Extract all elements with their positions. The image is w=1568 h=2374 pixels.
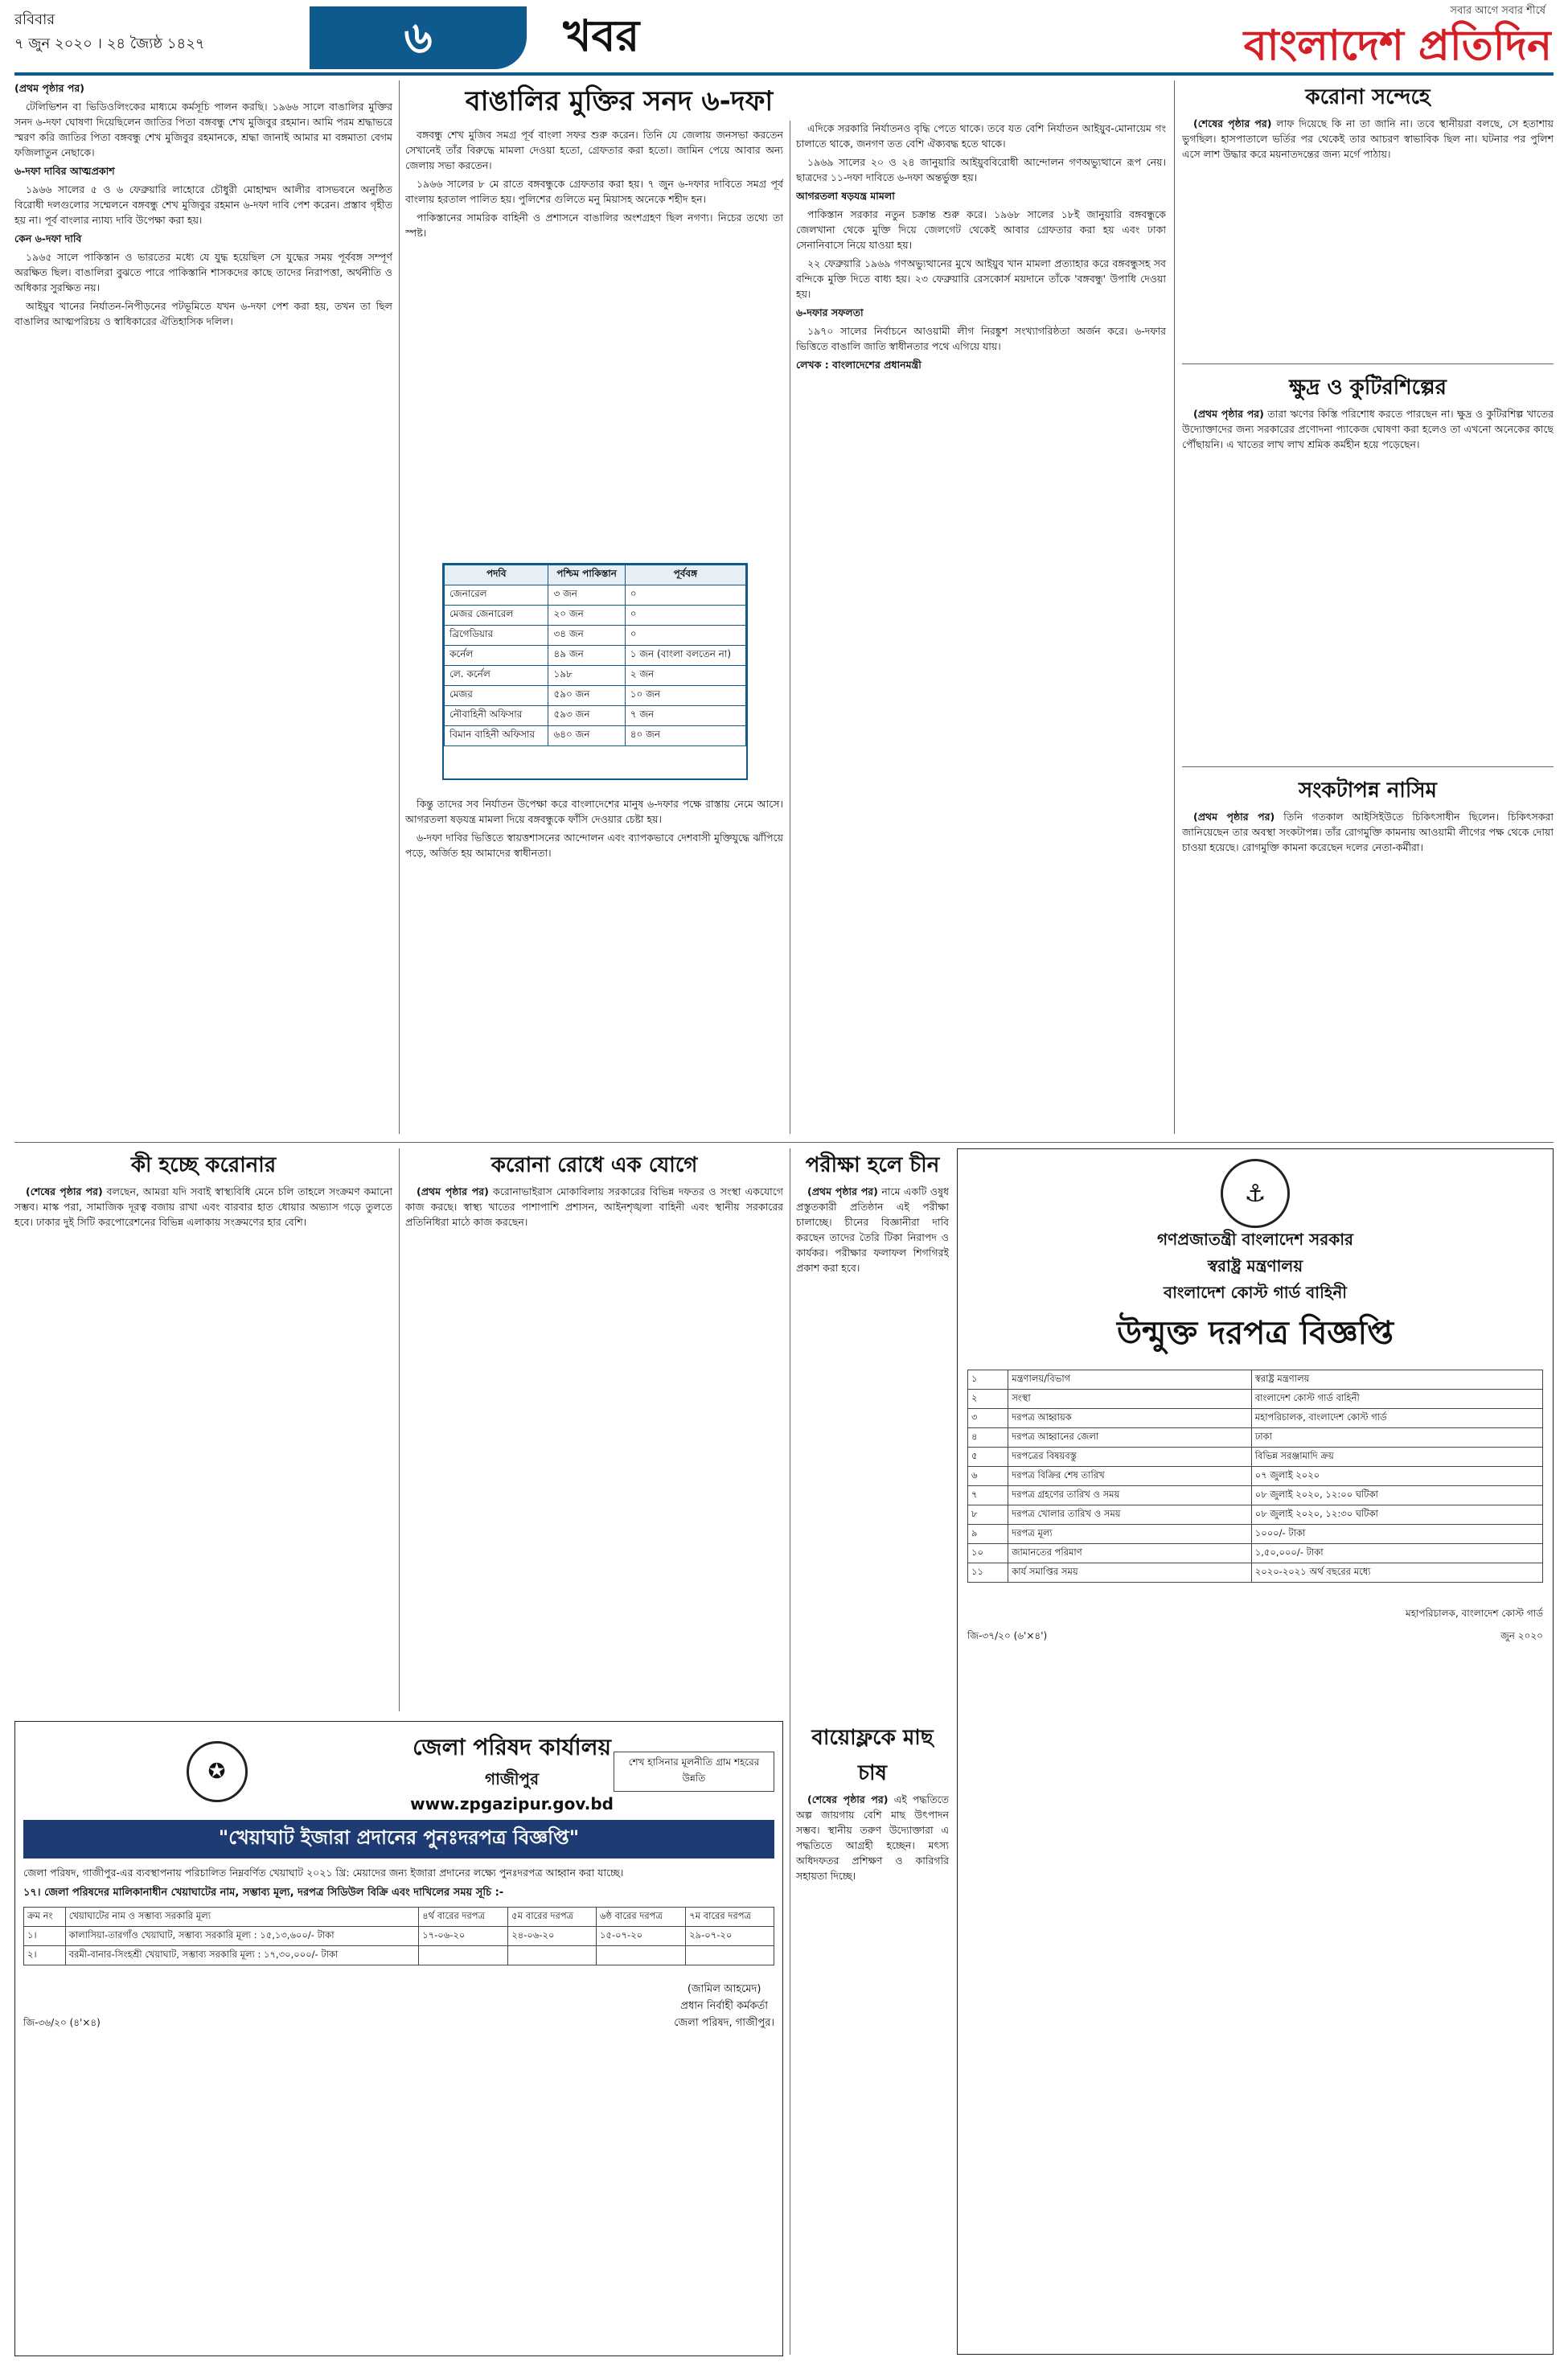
table-header-row [24, 1908, 774, 1927]
lower-story-3 [796, 1148, 949, 1711]
table-cell: ৭ [968, 1486, 1008, 1505]
lead-column-2 [405, 127, 783, 449]
table-cell: ৮ [968, 1505, 1008, 1525]
lead-column-1 [14, 80, 392, 1134]
table-cell: লে. কর্নেল [445, 666, 548, 686]
continuation-label: (শেষের পৃষ্ঠার পর) [1193, 117, 1272, 129]
table-cell: ৩ [968, 1409, 1008, 1428]
story-body [1182, 116, 1554, 357]
story-body [14, 1184, 392, 1230]
table-header: পদবি [445, 565, 548, 585]
table-cell: ১ জন (বাংলা বলতেন না) [625, 646, 745, 666]
newspaper-logo [1142, 3, 1552, 76]
table-cell: কর্নেল [445, 646, 548, 666]
table-cell: বিভিন্ন সরঞ্জামাদি ক্রয় [1251, 1448, 1542, 1467]
paragraph: ৬-দফা দাবির ভিত্তিতে স্বায়ত্তশাসনের আন্দোলন এবং ব্যাপকভাবে দেশবাসী মুক্তিযুদ্ধে ঝাঁপিয়ে পড়ে, অর্জিত হয় আমাদের স্বাধীনতা। [405, 832, 783, 859]
ad-ministry: স্বরাষ্ট্র মন্ত্রণালয় [1207, 1256, 1303, 1275]
subheading: ৬-দফা দাবির আত্মপ্রকাশ [14, 165, 115, 177]
ad-footer [967, 1629, 1543, 1645]
table-row [968, 1505, 1543, 1525]
table-cell: ১০ [968, 1544, 1008, 1563]
table-cell: ২০ জন [548, 606, 625, 626]
table-row [445, 585, 746, 606]
table-cell: ১০০০/- টাকা [1251, 1525, 1542, 1544]
table-cell: কালাসিয়া-তারগাঁও খেয়াঘাট, সম্ভাব্য সরকারি মূল্য : ১৫,১৩,৬০০/- টাকা [65, 1927, 418, 1946]
paragraph: এই পদ্ধতিতে অল্প জায়গায় বেশি মাছ উৎপাদন সম্ভব। স্থানীয় তরুণ উদ্যোক্তারা এ পদ্ধতিতে আগ্রহী হচ্ছেন। মৎস্য অধিদফতর প্রশিক্ষণ ও কারিগরি সহায়তা দিচ্ছে। [796, 1793, 949, 1882]
table-cell: স্বরাষ্ট্র মন্ত্রণালয় [1251, 1370, 1542, 1390]
table-cell: ২০২০-২০২১ অর্থ বছরের মধ্যে [1251, 1563, 1542, 1583]
date-label: ৭ জুন ২০২০ । ২৪ জ্যৈষ্ঠ ১৪২৭ [14, 35, 205, 52]
paragraph: ১৯৬৬ সালের ৫ ও ৬ ফেব্রুয়ারি লাহোরে চৌধুরী মোহাম্মদ আলীর বাসভবনে অনুষ্ঠিত বিরোধী দলগুলোর সম্মেলনে বঙ্গবন্ধু শেখ মুজিবুর রহমান ৬-দফা দাবি পেশ করেন। প্রস্তাব গৃহীত হয় না। পূর্ব বাংলার ন্যায্য দাবি উপেক্ষা করা হয়। [14, 183, 392, 226]
table-cell: মহাপরিচালক, বাংলাদেশ কোস্ট গার্ড [1251, 1409, 1542, 1428]
subheading: ৬-দফার সফলতা [796, 306, 864, 318]
continuation-label: (শেষের পৃষ্ঠার পর) [807, 1793, 889, 1805]
table-cell: ৬ [968, 1467, 1008, 1486]
table-cell: সংস্থা [1008, 1390, 1252, 1409]
table-cell: দরপত্রের বিষয়বস্তু [1008, 1448, 1252, 1467]
subheading: আগরতলা ষড়যন্ত্র মামলা [796, 190, 895, 202]
table-cell: দরপত্র গ্রহণের তারিখ ও সময় [1008, 1486, 1252, 1505]
logo-tagline: সবার আগে সবার শীর্ষে [1450, 5, 1545, 17]
table-cell: ২ [968, 1390, 1008, 1409]
continuation-label: (প্রথম পৃষ্ঠার পর) [1193, 408, 1264, 420]
table-cell: ০৮ জুলাই ২০২০, ১২:০০ ঘটিকা [1251, 1486, 1542, 1505]
zila-parishad-ad [14, 1721, 783, 2356]
paragraph: লাফ দিয়েছে কি না তা জানি না। তবে স্থানীয়রা বলছে, সে হতাশায় ভুগছিল। হাসপাতালে ভর্তির পর থেকেই তার আচরণ স্বাভাবিক ছিল না। ঘটনার পর পুলিশ এসে লাশ উদ্ধার করে ময়নাতদন্তের জন্য মর্গে পাঠায়। [1182, 117, 1554, 160]
table-cell: বিমান বাহিনী অফিসার [445, 726, 548, 746]
ad-intro: জেলা পরিষদ, গাজীপুর-এর ব্যবস্থাপনায় পরিচালিত নিম্নবর্ণিত খেয়াঘাট ২০২১ খ্রি: মেয়াদের জন্য ইজারা প্রদানের লক্ষ্যে পুনঃদরপত্র আহ্বান করা যাচ্ছে। [23, 1867, 624, 1879]
table-cell: ২ জন [625, 666, 745, 686]
author-note: লেখক : বাংলাদেশের প্রধানমন্ত্রী [796, 359, 922, 371]
table-row [445, 706, 746, 726]
ad-list-title: ১৭। জেলা পরিষদের মালিকানাধীন খেয়াঘাটের নাম, সম্ভাব্য মূল্য, দরপত্র সিডিউল বিক্রি এবং দাখিলের সময় সূচি :- [23, 1887, 504, 1899]
govt-emblem-icon: ✪ [187, 1741, 248, 1802]
story-headline: সংকটাপন্ন নাসিম [1299, 778, 1437, 803]
ad-footer [23, 1982, 774, 2032]
signature-name: (জামিল আহমেদ) [687, 1983, 761, 1995]
table-cell: ১৯৮ [548, 666, 625, 686]
ad-office-block [410, 1730, 614, 1813]
logo-name: বাংলাদেশ প্রতিদিন [1243, 21, 1552, 70]
table-cell: ৫৯০ জন [548, 686, 625, 706]
table-row [24, 1927, 774, 1946]
table-cell: ২৯-০৭-২০ [686, 1927, 774, 1946]
table-header: খেয়াঘাটের নাম ও সম্ভাব্য সরকারি মূল্য [65, 1908, 418, 1927]
paragraph: ১৯৬৬ সালের ৮ মে রাতে বঙ্গবন্ধুকে গ্রেফতার করা হয়। ৭ জুন ৬-দফার দাবিতে সমগ্র পূর্ব বাংলায় হরতাল পালিত হয়। পুলিশের গুলিতে মনু মিয়াসহ অনেকে শহীদ হন। [405, 178, 783, 205]
table-row [968, 1409, 1543, 1428]
table-cell: ৩ জন [548, 585, 625, 606]
table-cell: ০ [625, 626, 745, 646]
ad-website: www.zpgazipur.gov.bd [410, 1794, 614, 1813]
story-body [1182, 406, 1554, 760]
table-cell: ০৭ জুলাই ২০২০ [1251, 1467, 1542, 1486]
table-row [968, 1428, 1543, 1448]
ad-ref: জি-৩৭/২০ (৬'×৪') [967, 1630, 1048, 1641]
story-headline: ক্ষুদ্র ও কুটিরশিল্পের [1289, 376, 1447, 400]
table-row [445, 606, 746, 626]
table-cell: ৭ জন [625, 706, 745, 726]
ad-office: জেলা পরিষদ কার্যালয় [413, 1734, 611, 1760]
table-cell: দরপত্র আহ্বায়ক [1008, 1409, 1252, 1428]
column-divider [399, 80, 400, 1134]
ad-signature: মহাপরিচালক, বাংলাদেশ কোস্ট গার্ড [1406, 1608, 1543, 1619]
ad-ref: জি-৩৬/২০ (৪'×৪) [23, 2017, 101, 2028]
story-headline: করোনা রোধে এক যোগে [491, 1153, 698, 1177]
column-divider [1174, 80, 1175, 1134]
table-row [24, 1946, 774, 1965]
table-row [968, 1544, 1543, 1563]
paragraph: বলছেন, আমরা যদি সবাই স্বাস্থ্যবিধি মেনে চলি তাহলে সংক্রমণ কমানো সম্ভব। মাস্ক পরা, সামাজিক দূরত্ব বজায় রাখা এবং বারবার হাত ধোয়ার অভ্যাস গড়ে তুলতে হবে। ঢাকার দুই সিটি করপোরেশনের বিভিন্ন এলাকায় সংক্রমণের হার বেশি। [14, 1185, 392, 1228]
table-row [968, 1370, 1543, 1390]
officers-table [444, 565, 746, 746]
table-header: ৫ম বারের দরপত্র [508, 1908, 597, 1927]
table-cell: ১,৫০,০০০/- টাকা [1251, 1544, 1542, 1563]
continuation-label: (প্রথম পৃষ্ঠার পর) [417, 1185, 489, 1197]
paragraph: ১৯৭০ সালের নির্বাচনে আওয়ামী লীগ নিরঙ্কুশ সংখ্যাগরিষ্ঠতা অর্জন করে। ৬-দফার ভিত্তিতে বাঙালি জাতি স্বাধীনতার পথে এগিয়ে যায়। [796, 325, 1166, 352]
table-header: পূর্ববঙ্গ [625, 565, 745, 585]
table-cell: ০ [625, 585, 745, 606]
story-body [796, 1184, 949, 1275]
table-cell: ০৮ জুলাই ২০২০, ১২:৩০ ঘটিকা [1251, 1505, 1542, 1525]
table-cell: জেনারেল [445, 585, 548, 606]
paragraph: করোনাভাইরাস মোকাবিলায় সরকারের বিভিন্ন দফতর ও সংস্থা একযোগে কাজ করছে। স্বাস্থ্য খাতের পাশাপাশি প্রশাসন, আইনশৃঙ্খলা বাহিনী এবং স্থানীয় সরকারের প্রতিনিধিরা মাঠে কাজ করছেন। [405, 1185, 783, 1228]
paragraph: কিন্তু তাদের সব নির্যাতন উপেক্ষা করে বাংলাদেশের মানুষ ৬-দফার পক্ষে রাস্তায় নেমে আসে। আগরতলা ষড়যন্ত্র মামলা দিয়ে বঙ্গবন্ধুকে ফাঁসি দেওয়ার চেষ্টা হয়। [405, 798, 783, 825]
table-cell: মেজর [445, 686, 548, 706]
paragraph: ১৯৬৯ সালের ২০ ও ২৪ জানুয়ারি আইয়ুববিরোধী আন্দোলন গণঅভ্যুত্থানে রূপ নেয়। ছাত্রদের ১১-দফা দাবিতে ৬-দফা অন্তর্ভুক্ত হয়। [796, 156, 1166, 183]
story-body [1182, 809, 1554, 1131]
coastguard-emblem-icon: ⚓ [1221, 1159, 1290, 1228]
officers-table-box [442, 563, 748, 780]
paragraph: তিনি গতকাল আইসিইউতে চিকিৎসাধীন ছিলেন। চিকিৎসকরা জানিয়েছেন তার অবস্থা সংকটাপন্ন। তাঁর রোগমুক্তি কামনায় আওয়ামী লীগের পক্ষ থেকে দোয়া চাওয়া হয়েছে। রোগমুক্তি কামনা করেছেন দলের নেতা-কর্মীরা। [1182, 811, 1554, 853]
paragraph: পাকিস্তানের সামরিক বাহিনী ও প্রশাসনে বাঙালির অংশগ্রহণ ছিল নগণ্য। নিচের তথ্যে তা স্পষ্ট। [405, 212, 783, 239]
coastguard-tender-ad [957, 1148, 1554, 2355]
page-number: ৬ [310, 6, 527, 69]
paragraph: ১৯৬৫ সালে পাকিস্তান ও ভারতের মধ্যে যে যুদ্ধ হয়েছিল সে যুদ্ধের সময় পূর্ববঙ্গ সম্পূর্ণ অরক্ষিত ছিল। বাঙালিরা বুঝতে পারে পাকিস্তানি শাসকদের কাছে তাদের নিরাপত্তা, অর্থনীতি ও অধিকার সুরক্ষিত নয়। [14, 251, 392, 294]
table-header: ৪র্থ বারের দরপত্র [419, 1908, 508, 1927]
masthead-date [14, 8, 280, 64]
continuation-label: (প্রথম পৃষ্ঠার পর) [14, 82, 84, 94]
story-body [405, 1184, 783, 1230]
table-cell: ২৪-০৬-২০ [508, 1927, 597, 1946]
lower-story-4 [796, 1721, 949, 2348]
table-cell [419, 1946, 508, 1965]
masthead-rule [14, 72, 1554, 76]
ferry-table [23, 1907, 774, 1965]
story-body [796, 1792, 949, 1883]
table-cell: ৯ [968, 1525, 1008, 1544]
table-cell: দরপত্র বিক্রির শেষ তারিখ [1008, 1467, 1252, 1486]
story-divider [1182, 766, 1554, 767]
table-cell: ঢাকা [1251, 1428, 1542, 1448]
table-row [445, 626, 746, 646]
table-row [445, 686, 746, 706]
lead-column-2b [405, 796, 783, 1134]
ad-department: বাংলাদেশ কোস্ট গার্ড বাহিনী [1163, 1283, 1347, 1302]
table-cell: দরপত্র মূল্য [1008, 1525, 1252, 1544]
table-row [445, 666, 746, 686]
table-cell: দরপত্র খোলার তারিখ ও সময় [1008, 1505, 1252, 1525]
table-cell: ১০ জন [625, 686, 745, 706]
ad-gov-name: গণপ্রজাতন্ত্রী বাংলাদেশ সরকার [1157, 1230, 1353, 1249]
ad-date: জুন ২০২০ [1500, 1630, 1543, 1641]
lead-column-3 [796, 121, 1166, 1134]
signature-title: প্রধান নির্বাহী কর্মকর্তা [680, 2000, 769, 2012]
paragraph: তারা ঋণের কিস্তি পরিশোধ করতে পারছেন না। ক্ষুদ্র ও কুটিরশিল্প খাতের উদ্যোক্তাদের জন্য সরকারের প্রণোদনা প্যাকেজ ঘোষণা করা হলেও তা এখনো অনেকের কাছে পৌঁছায়নি। এ খাতের লাখ লাখ শ্রমিক কর্মহীন হয়ে পড়েছেন। [1182, 408, 1554, 450]
lead-headline: বাঙালির মুক্তির সনদ ৬-দফা [465, 85, 774, 117]
lower-story-2 [405, 1148, 783, 1711]
paragraph: পাকিস্তান সরকার নতুন চক্রান্ত শুরু করে। ১৯৬৮ সালের ১৮ই জানুয়ারি বঙ্গবন্ধুকে জেলখানা থেকে মুক্তি দিয়ে জেলগেট থেকেই আবার গ্রেফতার করা হয় এবং ঢাকা সেনানিবাসে নিয়ে যাওয়া হয়। [796, 208, 1166, 251]
table-header: ৬ষ্ঠ বারের দরপত্র [597, 1908, 686, 1927]
ad-header [23, 1730, 774, 1813]
table-cell: ১। [24, 1927, 66, 1946]
table-cell: ৪ [968, 1428, 1008, 1448]
story-divider [1182, 363, 1554, 364]
story-headline: বায়োফ্লকে মাছ চাষ [811, 1726, 934, 1785]
paragraph: বঙ্গবন্ধু শেখ মুজিব সমগ্র পূর্ব বাংলা সফর শুরু করেন। তিনি যে জেলায় জনসভা করতেন সেখানেই তাঁর বিরুদ্ধে মামলা দেওয়া হতো, গ্রেফতার করা হতো। জামিন পেয়ে আবার অন্য জেলায় সভা করতেন। [405, 129, 783, 171]
table-cell: ৩৪ জন [548, 626, 625, 646]
lower-story-1 [14, 1148, 392, 1711]
table-cell: ১৫-০৭-২০ [597, 1927, 686, 1946]
table-cell: ০ [625, 606, 745, 626]
ad-title: "খেয়াঘাট ইজারা প্রদানের পুনঃদরপত্র বিজ্ঞপ্তি" [23, 1820, 774, 1859]
table-cell: দরপত্র আহ্বানের জেলা [1008, 1428, 1252, 1448]
tender-table [967, 1370, 1543, 1583]
table-row [968, 1525, 1543, 1544]
table-row [968, 1448, 1543, 1467]
table-cell: মেজর জেনারেল [445, 606, 548, 626]
paragraph: নামে একটি ওষুধ প্রস্তুতকারী প্রতিষ্ঠান এই পরীক্ষা চালাচ্ছে। চীনের বিজ্ঞানীরা দাবি করছেন তাদের তৈরি টিকা নিরাপদ ও কার্যকর। পরীক্ষার ফলাফল শিগগিরই প্রকাশ করা হবে। [796, 1185, 949, 1274]
table-cell: বরমী-বানার-সিংহশ্রী খেয়াঘাট, সম্ভাব্য সরকারি মূল্য : ১৭,৩০,০০০/- টাকা [65, 1946, 418, 1965]
table-row [445, 726, 746, 746]
table-cell: বাংলাদেশ কোস্ট গার্ড বাহিনী [1251, 1390, 1542, 1409]
table-cell [686, 1946, 774, 1965]
continuation-label: (প্রথম পৃষ্ঠার পর) [1193, 811, 1275, 823]
table-row [968, 1563, 1543, 1583]
table-cell: জামানতের পরিমাণ [1008, 1544, 1252, 1563]
table-header: ৭ম বারের দরপত্র [686, 1908, 774, 1927]
paragraph: এদিকে সরকারি নির্যাতনও বৃদ্ধি পেতে থাকে। তবে যত বেশি নির্যাতন আইয়ুব-মোনায়েম গং চালাতে থাকে, জনগণ তত বেশি ঐক্যবদ্ধ হতে থাকে। [796, 122, 1166, 150]
story-headline: করোনা সন্দেহে [1305, 85, 1430, 109]
continuation-label: (প্রথম পৃষ্ঠার পর) [807, 1185, 878, 1197]
paragraph: টেলিভিশন বা ভিডিওলিংকের মাধ্যমে কর্মসূচি পালন করছি। ১৯৬৬ সালে বাঙালির মুক্তির সনদ ৬-দফা ঘোষণা দিয়েছিলেন জাতির পিতা বঙ্গবন্ধু শেখ মুজিবুর রহমান। আমি পরম শ্রদ্ধাভরে স্মরণ করি জাতির পিতা বঙ্গবন্ধু শেখ মুজিবুর রহমানকে, শ্রদ্ধা জানাই আমার মা বঙ্গমাতা বেগম ফজিলাতুন নেছাকে। [14, 101, 392, 158]
table-cell: ৬৪০ জন [548, 726, 625, 746]
table-cell: ১ [968, 1370, 1008, 1390]
table-cell: মন্ত্রণালয়/বিভাগ [1008, 1370, 1252, 1390]
table-cell: ৫৯৩ জন [548, 706, 625, 726]
table-cell: ১১ [968, 1563, 1008, 1583]
table-row [968, 1390, 1543, 1409]
table-row [968, 1486, 1543, 1505]
story-headline: কী হচ্ছে করোনার [130, 1153, 277, 1177]
ad-slogan: শেখ হাসিনার মূলনীতি গ্রাম শহরের উন্নতি [614, 1752, 774, 1792]
right-column [1182, 80, 1554, 1134]
paragraph: আইয়ুব খানের নির্যাতন-নিপীড়নের পটভূমিতে যখন ৬-দফা পেশ করা হয়, তখন তা ছিল বাঙালির আত্মপরিচয় ও স্বাধিকারের ঐতিহাসিক দলিল। [14, 300, 392, 327]
table-cell: ৪৯ জন [548, 646, 625, 666]
table-header: ক্রম নং [24, 1908, 66, 1927]
signature-office: জেলা পরিষদ, গাজীপুর। [674, 2017, 774, 2029]
table-cell [597, 1946, 686, 1965]
story-headline: পরীক্ষা হলে চীন [805, 1153, 940, 1177]
ad-district: গাজীপুর [485, 1769, 540, 1789]
table-cell: নৌবাহিনী অফিসার [445, 706, 548, 726]
table-cell: ব্রিগেডিয়ার [445, 626, 548, 646]
day-label: রবিবার [14, 11, 55, 28]
subheading: কেন ৬-দফা দাবি [14, 232, 82, 244]
table-row [445, 646, 746, 666]
section-divider [14, 1142, 1554, 1143]
table-cell [508, 1946, 597, 1965]
table-cell: ৪০ জন [625, 726, 745, 746]
table-row [968, 1467, 1543, 1486]
table-cell: ১৭-০৬-২০ [419, 1927, 508, 1946]
table-header: পশ্চিম পাকিস্তান [548, 565, 625, 585]
ad-signature-block [674, 1982, 774, 2032]
ad-title: উন্মুক্ত দরপত্র বিজ্ঞপ্তি [1116, 1315, 1394, 1352]
continuation-label: (শেষের পৃষ্ঠার পর) [26, 1185, 103, 1197]
section-label: খবর [563, 10, 640, 61]
table-cell: কার্য সমাপ্তির সময় [1008, 1563, 1252, 1583]
paragraph: ২২ ফেব্রুয়ারি ১৯৬৯ গণঅভ্যুত্থানের মুখে আইয়ুব খান মামলা প্রত্যাহার করে বঙ্গবন্ধুসহ সব বন্দিকে মুক্তি দিতে বাধ্য হয়। ২৩ ফেব্রুয়ারি রেসকোর্স ময়দানে তাঁকে 'বঙ্গবন্ধু' উপাধি দেওয়া হয়। [796, 257, 1166, 300]
column-divider [399, 1148, 400, 1711]
table-cell: ২। [24, 1946, 66, 1965]
table-cell: ৫ [968, 1448, 1008, 1467]
